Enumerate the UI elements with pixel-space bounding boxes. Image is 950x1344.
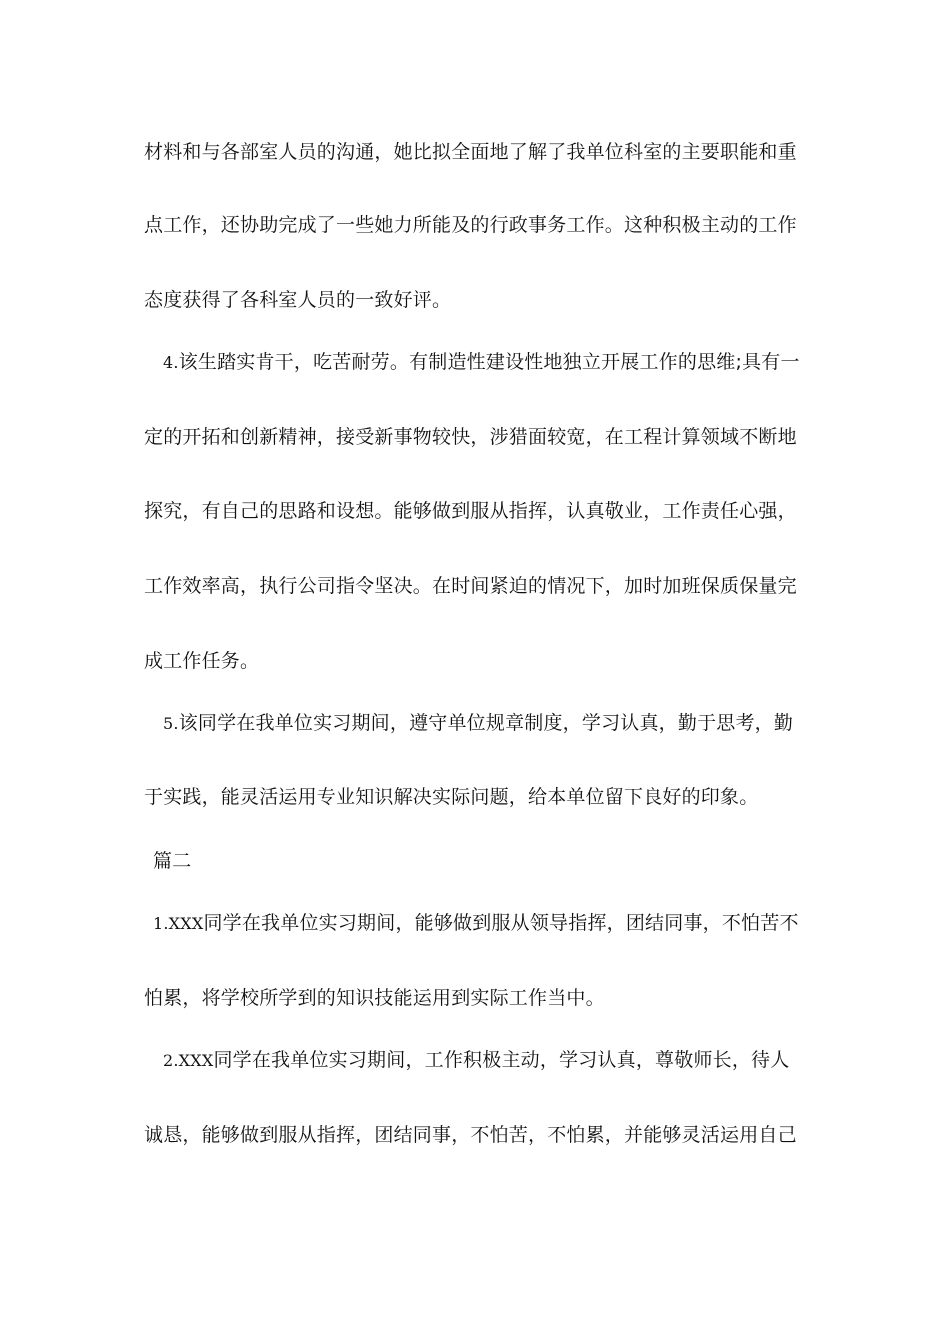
item-number: 5. (163, 714, 179, 733)
line-text: 点工作，还协助完成了一些她力所能及的行政事务工作。这种积极主动的工作 (144, 214, 797, 236)
item-number: 2.XXX (163, 1051, 214, 1070)
paragraph-line (144, 648, 259, 674)
paragraph-line (144, 1122, 797, 1148)
line-text: 该生踏实肯干，吃苦耐劳。有制造性建设性地独立开展工作的思维;具有一 (178, 351, 800, 373)
line-text: 同学在我单位实习期间，能够做到服从领导指挥，团结同事，不怕苦不 (203, 912, 799, 934)
paragraph-line (144, 424, 797, 450)
numbered-item-1 (153, 910, 799, 937)
item-number: 4. (163, 353, 179, 372)
line-text: 怕累，将学校所学到的知识技能运用到实际工作当中。 (144, 987, 605, 1009)
section-title: 篇二 (153, 850, 192, 872)
line-text: 态度获得了各科室人员的一致好评。 (144, 289, 452, 311)
numbered-item-2 (163, 1047, 789, 1074)
numbered-item-4 (163, 349, 800, 376)
line-text: 该同学在我单位实习期间，遵守单位规章制度，学习认真，勤于思考，勤 (178, 712, 794, 734)
section-heading (153, 848, 191, 874)
line-text: 于实践，能灵活运用专业知识解决实际问题，给本单位留下良好的印象。 (144, 786, 759, 808)
line-text: 材料和与各部室人员的沟通，她比拟全面地了解了我单位科室的主要职能和重 (144, 141, 797, 163)
paragraph-line (144, 573, 797, 599)
line-text: 同学在我单位实习期间，工作积极主动，学习认真，尊敬师长，待人 (213, 1049, 790, 1071)
line-text: 探究，有自己的思路和设想。能够做到服从指挥，认真敬业，工作责任心强， (144, 500, 797, 522)
line-text: 定的开拓和创新精神，接受新事物较快，涉猎面较宽，在工程计算领域不断地 (144, 426, 797, 448)
paragraph-line (144, 784, 758, 810)
paragraph-line (144, 498, 797, 524)
paragraph-line (144, 212, 797, 238)
item-number: 1.XXX (153, 914, 204, 933)
line-text: 工作效率高，执行公司指令坚决。在时间紧迫的情况下，加时加班保质保量完 (144, 575, 797, 597)
line-text: 成工作任务。 (144, 650, 260, 672)
line-text: 诚恳，能够做到服从指挥，团结同事，不怕苦，不怕累，并能够灵活运用自己 (144, 1124, 797, 1146)
paragraph-line (144, 287, 451, 313)
paragraph-line (144, 139, 797, 165)
paragraph-line (144, 985, 605, 1011)
numbered-item-5 (163, 710, 793, 737)
